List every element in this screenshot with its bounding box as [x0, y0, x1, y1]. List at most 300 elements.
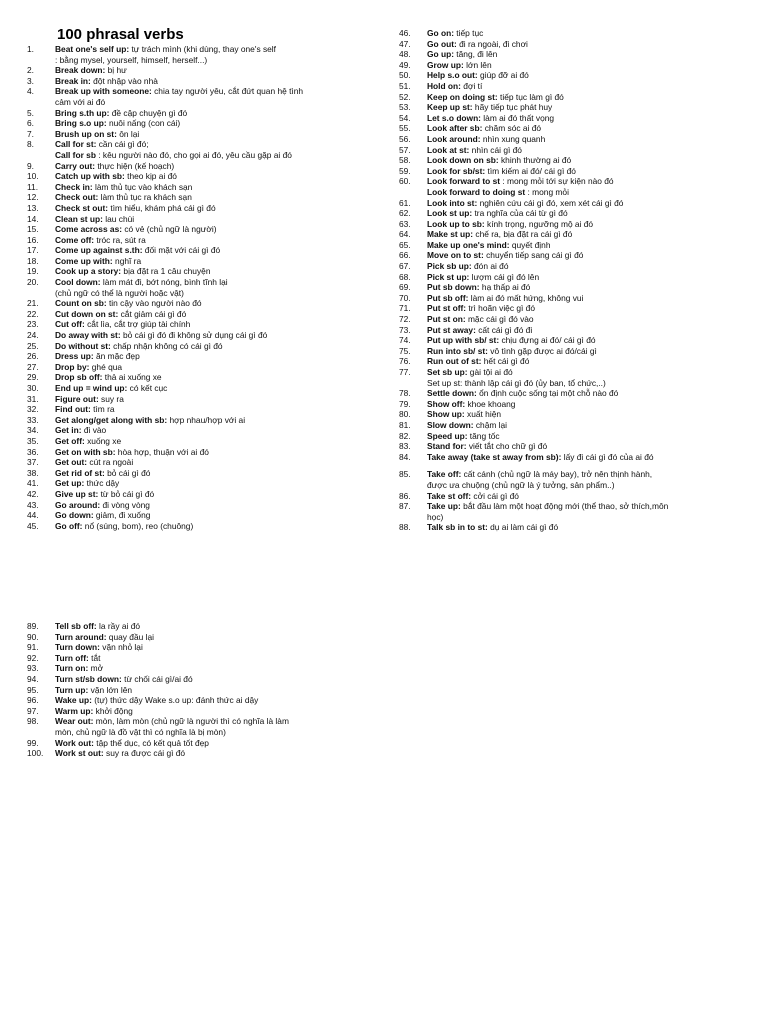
phrasal-verb: Run out of st:: [427, 356, 482, 367]
list-item: [399, 49, 744, 60]
item-line: [427, 272, 744, 283]
item-line: [427, 134, 744, 145]
item-number: 22.: [27, 308, 39, 319]
definition: vặn lớn lên: [88, 684, 133, 695]
item-number: 64.: [399, 229, 411, 240]
item-line: [55, 161, 367, 172]
item-line: [427, 198, 744, 209]
item-number: 6.: [27, 118, 34, 129]
item-number: 94.: [27, 673, 39, 684]
definition: cất cánh (chủ ngữ là máy bay), trở nên thịnh hành,: [461, 469, 653, 480]
item-line: [55, 510, 367, 521]
item-line: [427, 229, 744, 240]
item-number: 92.: [27, 652, 39, 663]
list-item: [27, 192, 367, 203]
list-item: [399, 176, 744, 197]
item-number: 70.: [399, 292, 411, 303]
item-number: 60.: [399, 176, 411, 187]
item-number: 45.: [27, 520, 39, 531]
list-item: [27, 203, 367, 214]
definition: chăm sóc ai đó: [482, 123, 542, 134]
list-item: [27, 44, 367, 65]
item-number: 52.: [399, 91, 411, 102]
list-item: [399, 60, 744, 71]
item-number: 41.: [27, 478, 39, 489]
list-item: [27, 330, 367, 341]
item-line: [55, 150, 367, 161]
item-line: [55, 685, 367, 696]
definition: : bằng mysel, yourself, himself, herself...): [55, 54, 208, 65]
item-number: 50.: [399, 70, 411, 81]
item-number: 2.: [27, 65, 34, 76]
list-item: [399, 335, 744, 346]
phrasal-verb: Beat one's self up:: [55, 44, 130, 54]
phrasal-verb: Get along/get along with sb:: [55, 414, 168, 425]
list-item: [27, 642, 367, 653]
item-number: 21.: [27, 298, 39, 309]
list-item: [27, 447, 367, 458]
item-number: 25.: [27, 340, 39, 351]
item-line: [55, 372, 367, 383]
item-line: [427, 441, 744, 452]
definition: xuất hiện: [464, 409, 502, 420]
item-number: 79.: [399, 398, 411, 409]
item-line: [55, 129, 367, 140]
item-number: 75.: [399, 345, 411, 356]
phrasal-verb: Slow down:: [427, 419, 474, 430]
phrasal-verb: Show off:: [427, 398, 466, 409]
definition: viết tắt cho chữ gì đó: [466, 441, 548, 452]
item-line: [427, 81, 744, 92]
item-line: [55, 266, 367, 277]
item-number: 17.: [27, 245, 39, 256]
item-number: 77.: [399, 367, 411, 377]
item-line: [55, 118, 367, 129]
item-number: 19.: [27, 266, 39, 277]
item-line: [427, 501, 744, 512]
item-number: 65.: [399, 239, 411, 250]
definition: cắt lìa, cắt trợ giúp tài chính: [84, 319, 191, 330]
phrasal-verb: Take st off:: [427, 490, 472, 501]
list-item: [27, 277, 367, 298]
list-item: [399, 240, 744, 251]
item-line: [427, 512, 744, 523]
phrasal-verb: Bring s.o up:: [55, 118, 107, 129]
item-number: 85.: [399, 469, 411, 480]
definition: chuyển tiếp sang cái gì đó: [483, 250, 584, 261]
definition: hợp nhau/hợp với ai: [167, 414, 246, 425]
list-item: [27, 76, 367, 87]
item-number: 83.: [399, 441, 411, 452]
item-line: [55, 214, 367, 225]
item-line: [55, 277, 367, 288]
item-line: [427, 166, 744, 177]
item-line: [427, 356, 744, 367]
definition: chấp nhận không có cái gì đó: [110, 340, 223, 351]
item-line: [55, 351, 367, 362]
item-number: 36.: [27, 446, 39, 457]
item-line: [55, 521, 367, 532]
item-number: 97.: [27, 705, 39, 716]
list-item: [399, 81, 744, 92]
item-line: [427, 420, 744, 431]
item-number: 11.: [27, 181, 39, 192]
definition: quay đầu lại: [106, 631, 154, 642]
list-item: [27, 404, 367, 415]
item-number: 5.: [27, 107, 34, 118]
phrasal-verb: Put st on:: [427, 314, 466, 325]
item-line: [55, 245, 367, 256]
definition: tăng, đi lên: [453, 49, 498, 60]
item-line: [55, 203, 367, 214]
item-number: 74.: [399, 335, 411, 346]
list-item: [27, 235, 367, 246]
definition: suy ra được cái gì đó: [103, 748, 186, 759]
list-item: [27, 468, 367, 479]
phrasal-verb: Speed up:: [427, 430, 468, 441]
item-line: [427, 60, 744, 71]
definition: bị hư: [105, 65, 127, 76]
list-item: [27, 224, 367, 235]
definition: tiếp tục làm gì đó: [497, 91, 564, 102]
list-item: [399, 282, 744, 293]
item-number: 72.: [399, 314, 411, 325]
phrasal-verb: Look st up:: [427, 208, 473, 219]
definition: tra nghĩa của cái từ gì đó: [472, 208, 568, 219]
phrasal-verb: Figure out:: [55, 393, 99, 404]
definition: khoe khoang: [465, 398, 516, 409]
item-line: [55, 653, 367, 664]
definition: (tự) thức dậy Wake s.o up: đánh thức ai dậy: [91, 695, 259, 706]
phrasal-verb: Get on with sb:: [55, 446, 116, 457]
list-item: [27, 685, 367, 696]
item-number: 89.: [27, 621, 39, 631]
phrasal-verb: Tell sb off:: [55, 621, 97, 631]
definition: trì hoãn việc gì đó: [466, 303, 535, 314]
list-item: [399, 250, 744, 261]
phrasal-verb: Go up:: [427, 49, 454, 60]
item-line: [427, 431, 744, 442]
list-item: [27, 738, 367, 749]
phrasal-verb: Move on to st:: [427, 250, 484, 261]
list-item: [27, 510, 367, 521]
list-item: [399, 522, 744, 533]
phrasal-verb: Bring s.th up:: [55, 107, 110, 118]
item-line: [427, 208, 744, 219]
item-line: [55, 235, 367, 246]
definition: bỏ cái gì đó đi không sử dụng cái gì đó: [120, 330, 268, 341]
definition: đợi tí: [460, 80, 483, 91]
bottom-column: [27, 621, 367, 759]
list-item: [399, 155, 744, 166]
item-line: [55, 436, 367, 447]
item-line: [427, 219, 744, 230]
definition: lượm cái gì đó lên: [469, 271, 540, 282]
definition: vặn nhỏ lại: [99, 642, 143, 653]
item-line: [427, 378, 744, 389]
list-item: [399, 469, 744, 490]
list-item: [27, 129, 367, 140]
item-line: [55, 404, 367, 415]
item-line: [427, 176, 744, 187]
list-item: [399, 346, 744, 357]
item-line: [55, 44, 367, 55]
definition: giảm, đi xuống: [93, 510, 151, 521]
item-number: 86.: [399, 490, 411, 501]
definition: bắt đầu làm một hoạt động mới (thể thao, sở thích,môn: [460, 501, 669, 512]
definition: đi ra ngoài, đi chơi: [456, 38, 528, 49]
list-item: [27, 108, 367, 119]
definition: nuôi nấng (con cái): [106, 118, 181, 129]
item-number: 91.: [27, 642, 39, 653]
definition: từ chối cái gì/ai đó: [121, 673, 193, 684]
phrasal-verb: Take up:: [427, 501, 461, 512]
phrasal-verb: Put sb off:: [427, 292, 469, 303]
definition: chia tay người yêu, cắt đứt quan hệ tình: [151, 86, 304, 97]
item-number: 18.: [27, 255, 39, 266]
list-item: [27, 663, 367, 674]
item-line: [55, 256, 367, 267]
item-number: 78.: [399, 388, 411, 399]
definition: mòn, chủ ngữ là đồ vật thì có nghĩa là bị mòn): [55, 726, 226, 737]
phrasal-verb: Come up against s.th:: [55, 245, 143, 256]
list-item: [399, 39, 744, 50]
phrasal-verb: Let s.o down:: [427, 112, 481, 123]
definition: hạ thấp ai đó: [479, 282, 531, 293]
definition: lớn lên: [463, 59, 492, 70]
phrasal-verb: Turn down:: [55, 642, 100, 653]
right-column: [399, 28, 744, 533]
phrasal-verb: Look for sb/st:: [427, 165, 486, 176]
phrasal-verb: Catch up with sb:: [55, 171, 125, 182]
phrasal-verb: Cut off:: [55, 319, 85, 330]
item-line: [55, 108, 367, 119]
phrasal-verb: Look into st:: [427, 197, 478, 208]
list-item: [399, 399, 744, 410]
item-line: [55, 425, 367, 436]
definition: hòa hợp, thuận với ai đó: [115, 446, 209, 457]
definition: thực hiện (kế hoạch): [95, 160, 175, 171]
phrasal-verb: Turn st/sb down:: [55, 673, 122, 684]
item-number: 47.: [399, 38, 411, 49]
phrasal-verb: Get out:: [55, 457, 88, 468]
item-line: [55, 727, 367, 738]
item-number: 35.: [27, 435, 39, 446]
phrasal-verb: Go around:: [55, 499, 101, 510]
item-line: [427, 145, 744, 156]
definition: có vẻ (chủ ngữ là người): [122, 224, 217, 235]
list-item: [399, 70, 744, 81]
phrasal-verb: Break in:: [55, 75, 91, 86]
list-item: [27, 521, 367, 532]
phrasal-verb: Make st up:: [427, 229, 474, 240]
list-item: [27, 394, 367, 405]
definition: bỏ cái gì đó: [104, 467, 151, 478]
item-line: [55, 383, 367, 394]
list-item: [27, 245, 367, 256]
item-line: [427, 102, 744, 113]
phrasal-verb: Give up st:: [55, 488, 99, 499]
item-line: [55, 330, 367, 341]
phrasal-verb: Pick sb up:: [427, 261, 472, 272]
definition: theo kịp ai đó: [124, 171, 177, 182]
item-line: [55, 663, 367, 674]
list-item: [399, 314, 744, 325]
item-line: [55, 716, 367, 727]
phrasal-verb: Turn on:: [55, 663, 89, 674]
item-line: [55, 695, 367, 706]
phrasal-verb: Look up to sb:: [427, 218, 485, 229]
list-item: [399, 198, 744, 209]
item-line: [55, 309, 367, 320]
list-item: [399, 102, 744, 113]
list-item: [27, 161, 367, 172]
item-line: [55, 97, 367, 108]
item-line: [427, 261, 744, 272]
item-number: 76.: [399, 356, 411, 367]
item-number: 29.: [27, 372, 39, 383]
definition: vô tình gặp được ai đó/cái gì: [487, 345, 597, 356]
item-number: 33.: [27, 414, 39, 425]
list-item: [27, 266, 367, 277]
definition: nghiên cứu cái gì đó, xem xét cái gì đó: [477, 197, 624, 208]
definition: lấy đi cái gì đó của ai đó: [561, 451, 654, 462]
item-line: [427, 325, 744, 336]
item-line: [55, 738, 367, 749]
phrasal-verb: Call for sb: [55, 149, 96, 160]
item-line: [55, 642, 367, 653]
definition: : mong mỏi: [525, 186, 569, 197]
definition: tìm ra: [90, 404, 115, 415]
item-line: [427, 314, 744, 325]
item-number: 95.: [27, 684, 39, 695]
item-line: [427, 113, 744, 124]
item-line: [427, 409, 744, 420]
list-item: [27, 341, 367, 352]
phrasal-verb: Look at st:: [427, 144, 470, 155]
phrasal-verb: Call for st:: [55, 139, 97, 150]
definition: hãy tiếp tục phát huy: [472, 102, 553, 113]
definition: thả ai xuống xe: [102, 372, 162, 383]
definition: mặc cái gì đó vào: [465, 314, 534, 325]
list-item: [399, 28, 744, 39]
item-line: [55, 76, 367, 87]
item-number: 73.: [399, 324, 411, 335]
list-item: [27, 372, 367, 383]
item-line: [427, 28, 744, 39]
phrasal-verb: Turn around:: [55, 631, 107, 642]
item-line: [55, 319, 367, 330]
item-line: [427, 469, 744, 480]
phrasal-verb: Drop sb off:: [55, 372, 103, 383]
definition: đột nhập vào nhà: [90, 75, 158, 86]
list-item: [399, 491, 744, 502]
item-line: [427, 452, 744, 463]
item-number: 67.: [399, 261, 411, 272]
definition: hết cái gì đó: [481, 356, 530, 367]
phrasal-verb: Keep on doing st:: [427, 91, 498, 102]
phrasal-verb: Keep up st:: [427, 102, 473, 113]
list-item: [27, 139, 367, 160]
definition: nhìn xung quanh: [480, 133, 546, 144]
left-column: [27, 44, 367, 531]
phrasal-verb: Brush up on st:: [55, 128, 117, 139]
item-number: 87.: [399, 501, 411, 512]
item-line: [427, 480, 744, 491]
list-item: [399, 261, 744, 272]
definition: tìm kiếm ai đó/ cái gì đó: [485, 165, 576, 176]
item-line: [427, 303, 744, 314]
item-number: 90.: [27, 631, 39, 642]
phrasal-verb: Go down:: [55, 510, 94, 521]
item-number: 56.: [399, 133, 411, 144]
item-number: 42.: [27, 488, 39, 499]
phrasal-verb: Look forward to doing st: [427, 186, 526, 197]
list-item: [27, 716, 367, 737]
item-line: [55, 394, 367, 405]
phrasal-verb: Come up with:: [55, 255, 113, 266]
phrasal-verb: Cook up a story:: [55, 266, 122, 277]
definition: khởi động: [93, 705, 133, 716]
item-number: 3.: [27, 75, 34, 86]
item-number: 69.: [399, 282, 411, 293]
item-line: [55, 362, 367, 373]
list-item: [399, 325, 744, 336]
phrasal-verb: Get off:: [55, 435, 85, 446]
phrasal-verb: Go off:: [55, 520, 83, 531]
phrasal-verb: Turn up:: [55, 684, 89, 695]
item-line: [427, 491, 744, 502]
item-line: [55, 139, 367, 150]
list-item: [27, 118, 367, 129]
phrasal-verb: Wear out:: [55, 716, 94, 727]
definition: la rầy ai đó: [96, 621, 141, 631]
definition: nhìn cái gì đó: [469, 144, 522, 155]
list-item: [27, 653, 367, 664]
item-number: 58.: [399, 155, 411, 166]
phrasal-verb: Get rid of st:: [55, 467, 105, 478]
phrasal-verb: Settle down:: [427, 388, 477, 399]
definition: đề cập chuyện gì đó: [109, 107, 188, 118]
list-item: [27, 86, 367, 107]
item-number: 61.: [399, 197, 411, 208]
item-line: [55, 468, 367, 479]
phrasal-verb: Warm up:: [55, 705, 94, 716]
phrasal-verb: Help s.o out:: [427, 70, 478, 81]
item-line: [55, 224, 367, 235]
list-item: [27, 695, 367, 706]
item-line: [427, 187, 744, 198]
item-number: 37.: [27, 457, 39, 468]
phrasal-verb: Check out:: [55, 192, 99, 203]
item-line: [55, 478, 367, 489]
phrasal-verb: Do without st:: [55, 340, 111, 351]
item-number: 44.: [27, 510, 39, 521]
list-item: [27, 621, 367, 632]
item-number: 27.: [27, 361, 39, 372]
list-item: [399, 356, 744, 367]
definition: cảm với ai đó: [55, 96, 106, 107]
item-number: 59.: [399, 165, 411, 176]
item-number: 53.: [399, 102, 411, 113]
phrasal-verb: Look forward to st: [427, 176, 501, 187]
item-line: [55, 621, 367, 632]
item-number: 48.: [399, 49, 411, 60]
phrasal-verb: Carry out:: [55, 160, 96, 171]
list-item: [27, 415, 367, 426]
definition: thức dậy: [84, 478, 120, 489]
definition: đối mặt với cái gì đó: [142, 245, 221, 256]
